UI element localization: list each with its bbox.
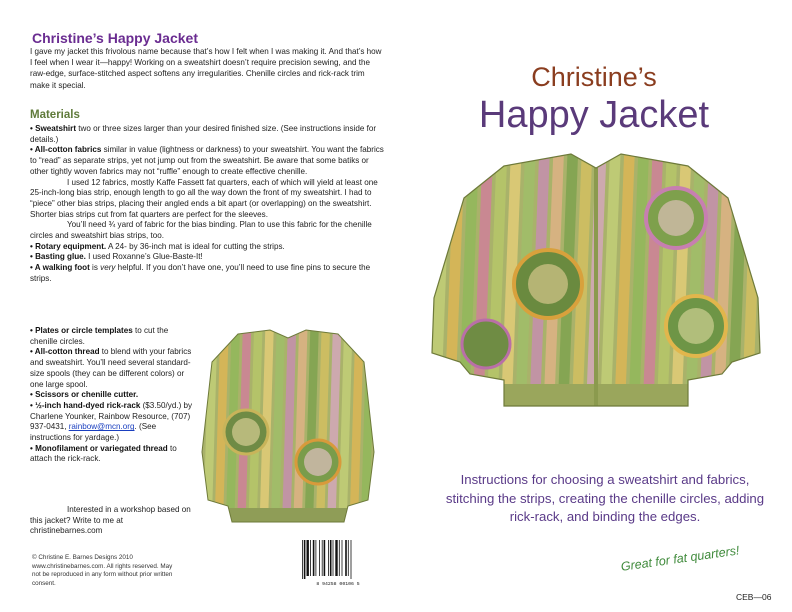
cover-title-line1: Christine’s — [531, 62, 657, 92]
workshop-note: Interested in a workshop based on this jacket? Write to me at christinebarnes.com — [30, 505, 191, 536]
materials-item-rick-rack: • ½-inch hand-dyed rick-rack ($3.50/yd.) by Charlene Younker, Rainbow Resource, (707) 937-0431, rainbow@mcn.org. (See instructions for yardage.) — [30, 400, 193, 443]
right-page — [396, 0, 792, 612]
materials-item-monofilament: • Monofilament or variegated thread to attach the rick-rack. — [30, 443, 177, 464]
materials-item-fabrics: • All-cotton fabrics similar in value (lightness or darkness) to your sweatshirt. You want the fabrics to “read” as separate strips, yet not jump out from the sweatshirt. Be aware that some batiks or other tightly woven fabrics may not “ruffle” enough to create effective chenille. — [30, 145, 384, 176]
barcode-digits: 8 94258 00106 5 — [316, 582, 360, 587]
materials-binding-note: You’ll need ¾ yard of fabric for the bias binding. Plan to use this fabric for the chenille circles and sweatshirt bias strips, too. — [30, 220, 372, 241]
materials-item-thread: • All-cotton thread to blend with your fabrics and sweatshirt. You’ll need several standard-size spools (they can be different colors) or one large spool. — [30, 347, 192, 389]
materials-list-bottom — [30, 326, 195, 465]
materials-item-rotary: • Rotary equipment. A 24- by 36-inch mat is ideal for cutting the strips. — [30, 241, 285, 251]
tagline: Great for fat quarters! — [620, 543, 741, 574]
jacket-photo-small — [198, 322, 378, 527]
email-link[interactable]: rainbow@mcn.org — [68, 422, 135, 432]
page-title: Christine’s Happy Jacket — [32, 30, 198, 46]
materials-item-scissors: • Scissors or chenille cutter. — [30, 390, 139, 400]
materials-item-plates: • Plates or circle templates to cut the chenille circles. — [30, 326, 169, 346]
cover-description: Instructions for choosing a sweatshirt and fabrics, stitching the strips, creating the chenille circles, adding rick-rack, and binding the edges. — [445, 472, 765, 524]
materials-item-walking-foot: • A walking foot is very helpful. If you don’t have one, you’ll need to use fine pins to secure the strips. — [30, 263, 371, 283]
materials-list-top — [30, 124, 384, 285]
barcode — [298, 537, 378, 587]
cover-title-line2: Happy Jacket — [478, 94, 710, 136]
materials-heading: Materials — [30, 109, 80, 121]
product-code: CEB—06 — [736, 592, 772, 602]
intro-paragraph: I gave my jacket this frivolous name because that’s how I felt when I was making it. And that’s how I feel when I wear it—happy! Working on a sweatshirt doesn’t require precision sewing, and the raw-edge, surface-stitched aspect softens any irregularities. Chenille circles and rick-rack trim make it special. — [30, 47, 382, 90]
materials-fabrics-note: I used 12 fabrics, mostly Kaffe Fassett fat quarters, each of which will yield at least one 25-inch-long bias strip, enough length to go all the way down the front of my sweatshirt. I had to “piece” other bias strips, placing their angled ends a bit apart (or overlapping) on the sweatshirt. Shorter bias strips cut from fat quarters are perfect for the sleeves. — [30, 177, 378, 219]
jacket-photo — [426, 148, 766, 410]
materials-item-glue: • Basting glue. I used Roxanne’s Glue-Baste-It! — [30, 252, 203, 262]
materials-item-sweatshirt: • Sweatshirt two or three sizes larger than your desired finished size. (See instructions inside for details.) — [30, 124, 377, 144]
copyright-footer: © Christine E. Barnes Designs 2010 www.christinebarnes.com. All rights reserved. May not be reproduced in any form without prior written consent. — [32, 554, 173, 587]
